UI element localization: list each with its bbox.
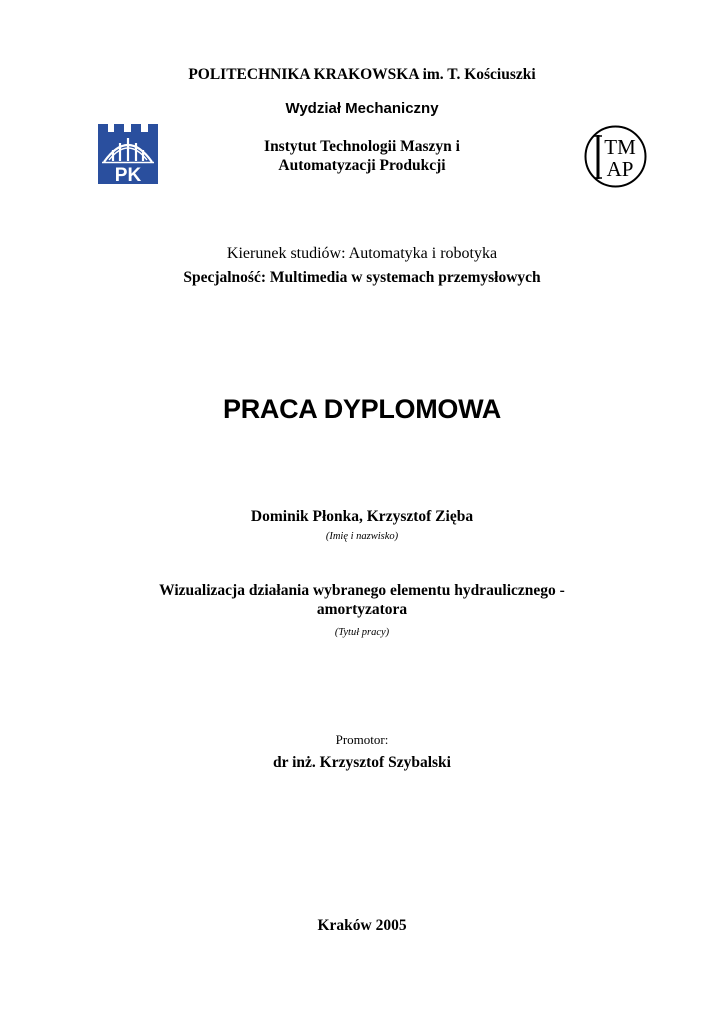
promoter-name: dr inż. Krzysztof Szybalski	[273, 754, 451, 771]
itmap-logo	[584, 125, 647, 188]
thesis-type-heading: PRACA DYPLOMOWA	[223, 394, 501, 424]
pk-logo	[98, 124, 158, 184]
thesis-title	[90, 581, 634, 619]
institute-line-2: Automatyzacji Produkcji	[278, 157, 446, 174]
promoter-label: Promotor:	[335, 732, 389, 747]
study-specialty: Specjalność: Multimedia w systemach przemysłowych	[183, 269, 541, 286]
itmap-logo-text-bottom: AP	[606, 157, 634, 181]
thesis-authors: Dominik Płonka, Krzysztof Zięba	[250, 508, 474, 525]
thesis-title-line-1: Wizualizacja działania wybranego elementu hydraulicznego -	[159, 582, 565, 599]
itmap-logo-text-top: TM	[604, 135, 636, 159]
university-name: POLITECHNIKA KRAKOWSKA im. T. Kościuszki	[188, 66, 536, 83]
pk-logo-text: PK	[114, 165, 142, 184]
thesis-title-line-2: amortyzatora	[316, 601, 408, 618]
faculty-name: Wydział Mechaniczny	[285, 100, 439, 117]
authors-caption: (Imię i nazwisko)	[325, 531, 399, 542]
institute-name	[170, 137, 554, 175]
study-field: Kierunek studiów: Automatyka i robotyka	[226, 245, 498, 262]
place-and-year: Kraków 2005	[317, 917, 407, 934]
title-caption: (Tytuł pracy)	[334, 627, 390, 638]
institute-line-1: Instytut Technologii Maszyn i	[264, 138, 460, 155]
